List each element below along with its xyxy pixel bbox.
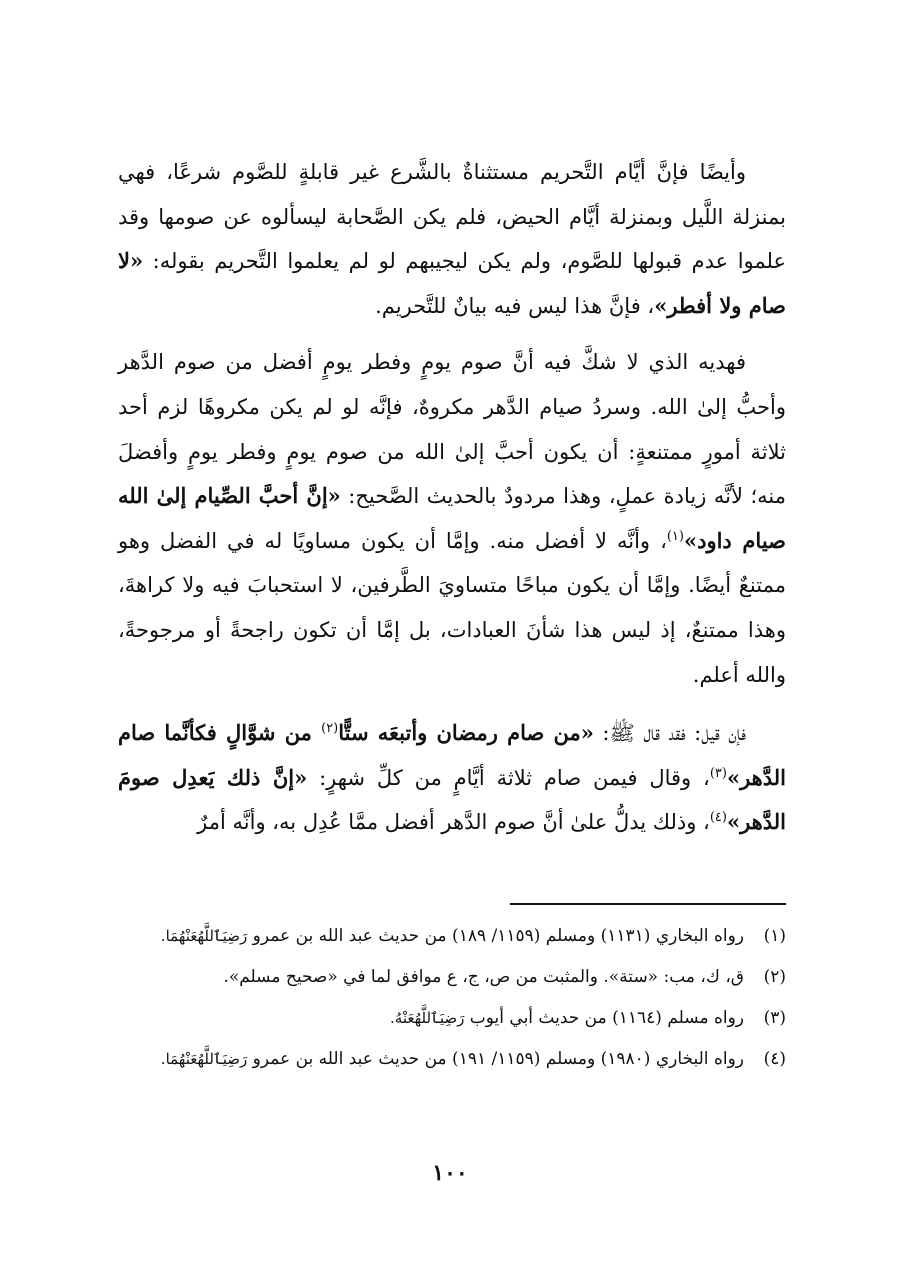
footnote-number: (١) [763, 926, 786, 946]
footnote-text: رواه البخاري (١٩٨٠) ومسلم (١١٥٩/ ١٩١) من حديث عبد الله بن عمرو [252, 1049, 744, 1069]
footnote-number: (٣) [763, 1008, 786, 1028]
quote-ramadan-b: من شوَّالٍ فكأنَّما صام الدَّهر» [118, 720, 786, 790]
paragraph-2-lead: فهديه الذي لا شكَّ فيه أنَّ صوم يومٍ وفطر يومٍ أفضل من صوم الدَّهر وأحبُّ إلىٰ الله. وسردُ صيام الدَّهر مكروهٌ، فإنَّه لو لم يكن مكروهًا لزم أحد ثلاثة أمورٍ ممتنعةٍ: أن يكون أحبَّ إلىٰ الله من صوم يومٍ وفطر يومٍ وأفضلَ منه؛ لأنَّه زيادة عملٍ، وهذا مردودٌ بالحديث الصَّحيح: [118, 350, 786, 509]
footnote-divider [510, 903, 786, 905]
honorific: رَضِيَٱللَّهُعَنْهُمَا. [160, 1050, 248, 1068]
paragraph-3-mid: ، وقال فيمن صام ثلاثة أيَّامٍ من كلِّ شهرٍ: [307, 765, 710, 790]
quote-la-sam: «لا صام ولا أفطر» [118, 248, 786, 318]
paragraph-3 [118, 711, 786, 845]
paragraph-3-lead: فإن قيل: فقد قال ﷺ: [593, 721, 746, 746]
quote-yadil-sawm: «إنَّ ذلك يَعدِل صومَ الدَّهر» [118, 764, 786, 835]
honorific: رَضِيَٱللَّهُعَنْهُمَا. [160, 927, 248, 945]
paragraph-2 [118, 340, 786, 697]
footnote-ref-3[interactable]: (٣) [709, 765, 727, 781]
footnote-ref-2[interactable]: (٢) [321, 721, 339, 737]
honorific: رَضِيَٱللَّهُعَنْهُ. [390, 1009, 465, 1027]
footnote-2 [118, 959, 786, 996]
footnote-text: رواه البخاري (١١٣١) ومسلم (١١٥٩/ ١٨٩) من حديث عبد الله بن عمرو [252, 926, 744, 946]
paragraph-1-tail: ، فإنَّ هذا ليس فيه بيانٌ للتَّحريم. [375, 293, 655, 318]
footnote-ref-4[interactable]: (٤) [709, 810, 727, 826]
footnote-text: ق، ك، مب: «ستة». والمثبت من ص، ج، ع موافق لما في «صحيح مسلم». [223, 967, 744, 987]
quote-ramadan-a: «من صام رمضان وأتبعَه ستًّا [338, 720, 594, 746]
footnote-text: رواه مسلم (١١٦٤) من حديث أبي أيوب [469, 1008, 744, 1028]
quote-ahabb-assiyam: «إنَّ أحبَّ الصِّيام إلىٰ الله صيام داود» [118, 483, 786, 553]
footnote-3 [118, 1000, 786, 1037]
footnote-number: (٢) [763, 967, 786, 987]
page-number: ١٠٠ [432, 1160, 468, 1186]
footnote-number: (٤) [763, 1049, 786, 1069]
paragraph-1 [118, 150, 786, 328]
paragraph-2-tail: ، وأنَّه لا أفضل منه. وإمَّا أن يكون مساويًا له في الفضل وهو ممتنعٌ أيضًا. وإمَّا أن يكون مباحًا متساويَ الطَّرفين، لا استحبابَ فيه ولا كراهةَ، وهذا ممتنعٌ، إذ ليس هذا شأنَ العبادات، بل إمَّا أن تكون راجحةً أو مرجوحةً، والله أعلم. [118, 528, 786, 687]
paragraph-3-tail: ، وذلك يدلُّ علىٰ أنَّ صوم الدَّهر أفضل ممَّا عُدِل به، وأنَّه أمرٌ [197, 810, 710, 835]
footnote-ref-1[interactable]: (١) [666, 528, 684, 544]
footnote-1 [118, 918, 786, 955]
footnotes [118, 918, 786, 1082]
main-text [118, 150, 786, 859]
paragraph-1-lead: وأيضًا فإنَّ أيَّام التَّحريم مستثناةٌ بالشَّرع غير قابلةٍ للصَّوم شرعًا، فهي بمنزلة اللَّيل وبمنزلة أيَّام الحيض، فلم يكن الصَّحابة ليسألوه عن صومها وقد علموا عدم قبولها للصَّوم، ولم يكن ليجيبهم لو لم يعلموا التَّحريم بقوله: [118, 160, 786, 274]
footnote-4 [118, 1041, 786, 1078]
